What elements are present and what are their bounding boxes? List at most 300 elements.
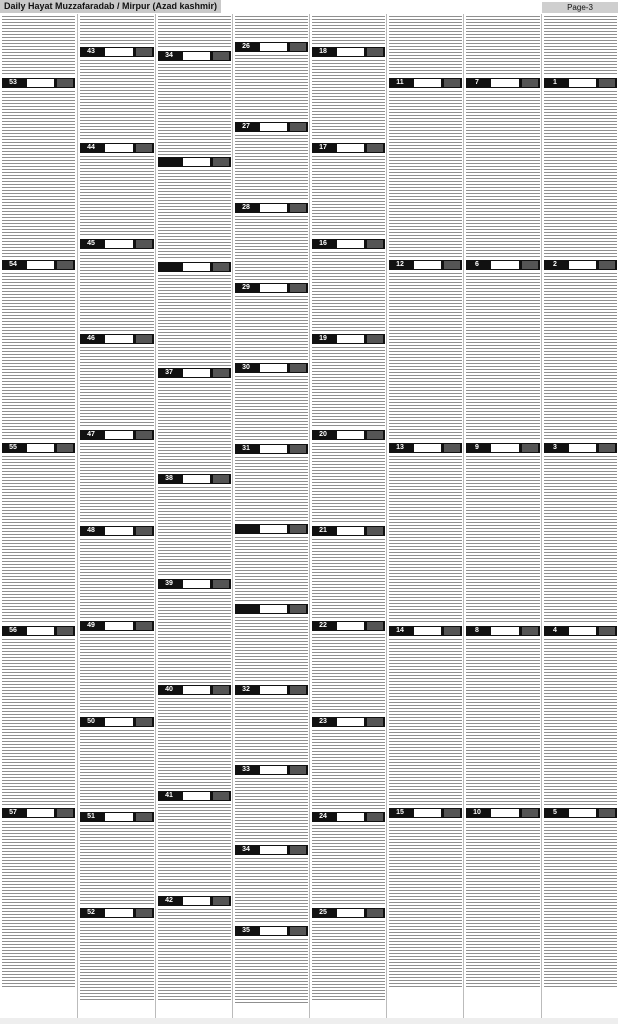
ad-body-text — [466, 819, 540, 989]
ad-body-text — [158, 802, 231, 894]
ad-logo-mark — [367, 622, 383, 630]
ad-label-box — [27, 627, 54, 635]
classified-ad-header — [80, 47, 154, 57]
ad-logo-mark — [522, 261, 538, 269]
ad-body-text — [389, 637, 462, 806]
ad-logo-mark — [444, 809, 460, 817]
classified-ad-header — [158, 791, 231, 801]
ad-logo-mark — [290, 204, 306, 212]
classified-ad-header — [235, 845, 308, 855]
ad-body-text — [389, 454, 462, 624]
ad-logo-mark — [367, 527, 383, 535]
classified-ad-header — [235, 444, 308, 454]
ad-label-box — [27, 79, 54, 87]
ad-body-text — [235, 214, 308, 281]
ad-label-box — [183, 475, 210, 483]
classified-ad-header — [2, 260, 75, 270]
classified-ad-header — [312, 526, 385, 536]
ad-number: 51 — [87, 813, 95, 820]
ad-logo-mark — [290, 445, 306, 453]
ad-number: 22 — [319, 622, 327, 629]
ad-number: 8 — [475, 627, 479, 634]
ad-body-text — [80, 345, 154, 428]
ad-body-text — [2, 454, 75, 624]
ad-label-box — [260, 364, 287, 372]
classified-ad-header — [235, 524, 308, 534]
page-footer — [0, 1018, 618, 1024]
classified-ad-header — [158, 579, 231, 589]
ad-logo-mark — [290, 766, 306, 774]
ad-body-text — [158, 273, 231, 366]
ad-number: 2 — [553, 261, 557, 268]
ad-logo-mark — [213, 158, 229, 166]
ad-label-box — [105, 335, 133, 343]
ad-label-box — [183, 263, 210, 271]
ad-logo-mark — [444, 261, 460, 269]
ad-label-box — [183, 580, 210, 588]
ad-label-box — [27, 444, 54, 452]
ad-number: 43 — [87, 48, 95, 55]
ad-number: 17 — [319, 144, 327, 151]
ad-label-box — [105, 431, 133, 439]
ad-body-text — [235, 53, 308, 120]
text-column — [77, 14, 156, 1018]
ad-number: 38 — [165, 475, 173, 482]
ad-label-box — [105, 622, 133, 630]
ad-number: 23 — [319, 718, 327, 725]
classified-ad-header — [158, 157, 231, 167]
ad-body-text — [466, 14, 540, 76]
ad-body-text — [466, 637, 540, 806]
ad-label-box — [260, 766, 287, 774]
ad-logo-mark — [136, 909, 152, 917]
classified-ad-header — [389, 808, 462, 818]
ad-body-text — [235, 455, 308, 522]
ad-body-text — [544, 271, 617, 441]
classified-ad-header — [235, 283, 308, 293]
classified-ad-header — [2, 78, 75, 88]
ad-label-box — [414, 809, 441, 817]
ad-logo-mark — [136, 622, 152, 630]
ad-body-text — [2, 271, 75, 441]
ad-label-box — [414, 79, 441, 87]
ad-number: 56 — [9, 627, 17, 634]
classified-ad-header — [312, 908, 385, 918]
ad-logo-mark — [136, 335, 152, 343]
ad-number: 19 — [319, 335, 327, 342]
ad-label-box — [337, 335, 364, 343]
ad-number: 35 — [242, 927, 250, 934]
ad-number: 24 — [319, 813, 327, 820]
ad-label-box — [183, 897, 210, 905]
ad-body-text — [2, 89, 75, 258]
ad-number: 14 — [396, 627, 404, 634]
classified-ad-header — [312, 717, 385, 727]
ad-number: 46 — [87, 335, 95, 342]
ad-label-box — [183, 792, 210, 800]
ad-label-box — [569, 809, 596, 817]
ad-logo-mark — [136, 240, 152, 248]
ad-label-box — [414, 261, 441, 269]
ad-body-text — [2, 819, 75, 989]
ad-body-text — [544, 819, 617, 989]
classified-ad-header — [466, 78, 540, 88]
ad-label-box — [105, 813, 133, 821]
ad-body-text — [544, 637, 617, 806]
ad-number: 7 — [475, 79, 479, 86]
ad-logo-mark — [136, 813, 152, 821]
ad-number: 41 — [165, 792, 173, 799]
ad-body-text — [80, 441, 154, 524]
ad-body-text — [235, 856, 308, 924]
classified-ad-header — [544, 808, 617, 818]
ad-number: 28 — [242, 204, 250, 211]
classified-ad-header — [544, 626, 617, 636]
ad-logo-mark — [57, 809, 73, 817]
classified-ad-header — [389, 78, 462, 88]
ad-label-box — [260, 686, 287, 694]
classified-ad-header — [235, 203, 308, 213]
ad-label-box — [569, 261, 596, 269]
ad-body-text — [80, 14, 154, 45]
classified-ad-header — [544, 443, 617, 453]
ad-label-box — [27, 261, 54, 269]
ad-label-box — [183, 686, 210, 694]
ad-logo-mark — [444, 79, 460, 87]
classified-ad-header — [80, 526, 154, 536]
ad-body-text — [312, 345, 385, 428]
ad-label-box — [260, 445, 287, 453]
classified-ad-header — [312, 47, 385, 57]
ad-logo-mark — [367, 144, 383, 152]
ad-label-box — [569, 79, 596, 87]
ad-number: 54 — [9, 261, 17, 268]
ad-logo-mark — [213, 897, 229, 905]
ad-body-text — [389, 819, 462, 989]
ad-body-text — [2, 637, 75, 806]
ad-number: 55 — [9, 444, 17, 451]
classified-ad-header — [158, 896, 231, 906]
ad-label-box — [105, 48, 133, 56]
ad-label-box — [337, 718, 364, 726]
ad-body-text — [80, 250, 154, 332]
ad-number: 34 — [165, 52, 173, 59]
text-column — [386, 14, 464, 1018]
classified-ad-header — [158, 474, 231, 484]
ad-body-text — [312, 154, 385, 237]
ad-label-box — [491, 627, 519, 635]
ad-number: 34 — [242, 846, 250, 853]
classified-ad-header — [158, 368, 231, 378]
ad-body-text — [80, 632, 154, 715]
ad-body-text — [235, 615, 308, 683]
ad-body-text — [312, 14, 385, 45]
ad-number: 6 — [475, 261, 479, 268]
ad-body-text — [235, 776, 308, 843]
ad-number: 45 — [87, 240, 95, 247]
classified-ad-header — [466, 260, 540, 270]
classified-ad-header — [80, 334, 154, 344]
ad-logo-mark — [367, 431, 383, 439]
ad-body-text — [158, 696, 231, 789]
ad-label-box — [183, 52, 210, 60]
ad-number: 48 — [87, 527, 95, 534]
ad-logo-mark — [213, 369, 229, 377]
ad-body-text — [158, 379, 231, 472]
ad-body-text — [312, 58, 385, 141]
ad-number: 21 — [319, 527, 327, 534]
classified-ad-header — [2, 443, 75, 453]
ad-label-box — [27, 809, 54, 817]
ad-label-box — [260, 605, 287, 613]
ad-logo-mark — [522, 79, 538, 87]
classified-ad-header — [466, 808, 540, 818]
classified-ad-header — [158, 262, 231, 272]
classified-ad-header — [80, 812, 154, 822]
ad-label-box — [337, 431, 364, 439]
ad-logo-mark — [599, 627, 615, 635]
ad-body-text — [235, 14, 308, 40]
ad-body-text — [80, 537, 154, 619]
ad-number: 40 — [165, 686, 173, 693]
page-number-label: Page-3 — [542, 2, 618, 13]
classified-ad-header — [312, 812, 385, 822]
ad-body-text — [312, 537, 385, 619]
ad-logo-mark — [290, 525, 306, 533]
classified-ad-header — [80, 621, 154, 631]
ad-logo-mark — [213, 52, 229, 60]
ad-logo-mark — [290, 686, 306, 694]
ad-number: 32 — [242, 686, 250, 693]
ad-label-box — [337, 48, 364, 56]
ad-number: 20 — [319, 431, 327, 438]
ad-logo-mark — [522, 444, 538, 452]
ad-number: 27 — [242, 123, 250, 130]
ad-logo-mark — [213, 686, 229, 694]
ad-number: 29 — [242, 284, 250, 291]
ad-body-text — [235, 294, 308, 361]
ad-body-text — [235, 937, 308, 1004]
ad-number: 10 — [473, 809, 481, 816]
classified-ad-header — [235, 926, 308, 936]
classified-ad-header — [235, 685, 308, 695]
classified-ad-header — [544, 78, 617, 88]
ad-logo-mark — [599, 79, 615, 87]
ad-number: 52 — [87, 909, 95, 916]
ad-label-box — [414, 444, 441, 452]
ad-number: 9 — [475, 444, 479, 451]
ad-logo-mark — [57, 627, 73, 635]
ad-logo-mark — [367, 48, 383, 56]
ad-logo-mark — [213, 475, 229, 483]
ad-label-box — [260, 525, 287, 533]
ad-logo-mark — [136, 431, 152, 439]
ad-body-text — [158, 590, 231, 683]
ad-label-box — [491, 809, 519, 817]
ad-label-box — [105, 718, 133, 726]
ad-number: 12 — [396, 261, 404, 268]
classified-ad-header — [2, 808, 75, 818]
ad-number: 47 — [87, 431, 95, 438]
ad-label-box — [337, 622, 364, 630]
ad-logo-mark — [367, 813, 383, 821]
ad-number: 53 — [9, 79, 17, 86]
classified-ad-header — [235, 604, 308, 614]
ad-label-box — [183, 369, 210, 377]
text-column — [155, 14, 233, 1018]
ad-label-box — [337, 909, 364, 917]
ad-number: 31 — [242, 445, 250, 452]
ad-logo-mark — [522, 627, 538, 635]
ad-label-box — [491, 444, 519, 452]
ad-logo-mark — [136, 144, 152, 152]
ad-number: 13 — [396, 444, 404, 451]
ad-logo-mark — [444, 627, 460, 635]
classified-ad-header — [80, 143, 154, 153]
ad-body-text — [2, 14, 75, 76]
ad-body-text — [389, 14, 462, 76]
classified-ad-header — [389, 443, 462, 453]
ad-body-text — [312, 632, 385, 715]
ad-number: 1 — [553, 79, 557, 86]
ad-logo-mark — [213, 263, 229, 271]
ad-logo-mark — [367, 335, 383, 343]
ad-logo-mark — [57, 79, 73, 87]
ad-label-box — [337, 527, 364, 535]
ad-label-box — [491, 79, 519, 87]
ad-body-text — [312, 250, 385, 332]
text-column — [232, 14, 310, 1018]
classified-ad-header — [80, 239, 154, 249]
ad-logo-mark — [290, 364, 306, 372]
ad-body-text — [312, 919, 385, 1002]
ad-body-text — [466, 271, 540, 441]
text-column — [309, 14, 387, 1018]
ad-logo-mark — [290, 43, 306, 51]
ad-logo-mark — [290, 927, 306, 935]
ad-body-text — [312, 441, 385, 524]
ad-body-text — [80, 728, 154, 810]
classified-ad-header — [235, 122, 308, 132]
ad-label-box — [491, 261, 519, 269]
ad-label-box — [260, 284, 287, 292]
ad-label-box — [569, 444, 596, 452]
ad-logo-mark — [367, 718, 383, 726]
ad-number: 49 — [87, 622, 95, 629]
classified-ad-header — [466, 443, 540, 453]
ad-number: 3 — [553, 444, 557, 451]
ad-number: 37 — [165, 369, 173, 376]
ad-body-text — [158, 14, 231, 49]
ad-logo-mark — [290, 605, 306, 613]
classified-ad-header — [312, 239, 385, 249]
ad-label-box — [414, 627, 441, 635]
classified-ad-header — [235, 42, 308, 52]
ad-logo-mark — [599, 809, 615, 817]
ad-logo-mark — [136, 718, 152, 726]
ad-label-box — [260, 927, 287, 935]
ad-logo-mark — [367, 240, 383, 248]
classified-ad-header — [312, 430, 385, 440]
newspaper-title: Daily Hayat Muzzafaradab / Mirpur (Azad kashmir) — [0, 0, 221, 13]
ad-number: 4 — [553, 627, 557, 634]
ad-body-text — [80, 823, 154, 906]
classified-ad-header — [312, 621, 385, 631]
ad-label-box — [260, 204, 287, 212]
ad-number: 25 — [319, 909, 327, 916]
ad-label-box — [260, 846, 287, 854]
ad-number: 57 — [9, 809, 17, 816]
ad-label-box — [260, 123, 287, 131]
classified-ad-header — [312, 143, 385, 153]
classified-ad-header — [389, 260, 462, 270]
ad-number: 15 — [396, 809, 404, 816]
classified-ad-header — [312, 334, 385, 344]
ad-label-box — [337, 813, 364, 821]
ad-label-box — [183, 158, 210, 166]
ad-label-box — [569, 627, 596, 635]
ad-logo-mark — [522, 809, 538, 817]
ad-number: 50 — [87, 718, 95, 725]
classified-ad-header — [235, 363, 308, 373]
ad-label-box — [105, 527, 133, 535]
ad-body-text — [80, 919, 154, 1002]
ad-body-text — [80, 58, 154, 141]
ad-number: 11 — [396, 79, 404, 86]
text-column — [0, 14, 77, 1018]
ad-logo-mark — [290, 284, 306, 292]
ad-logo-mark — [290, 123, 306, 131]
ad-logo-mark — [290, 846, 306, 854]
ad-label-box — [105, 144, 133, 152]
ad-body-text — [544, 89, 617, 258]
ad-body-text — [158, 62, 231, 155]
ad-logo-mark — [444, 444, 460, 452]
masthead — [0, 0, 618, 13]
ad-logo-mark — [367, 909, 383, 917]
ad-label-box — [105, 240, 133, 248]
ad-body-text — [466, 454, 540, 624]
classified-ad-header — [389, 626, 462, 636]
ad-logo-mark — [213, 580, 229, 588]
ad-number: 18 — [319, 48, 327, 55]
ad-number: 30 — [242, 364, 250, 371]
ad-number: 42 — [165, 897, 173, 904]
ad-body-text — [466, 89, 540, 258]
classified-ad-header — [2, 626, 75, 636]
ad-body-text — [312, 823, 385, 906]
ad-body-text — [389, 89, 462, 258]
ad-logo-mark — [57, 261, 73, 269]
ad-logo-mark — [57, 444, 73, 452]
ad-body-text — [312, 728, 385, 810]
text-column — [463, 14, 542, 1018]
ad-body-text — [235, 535, 308, 602]
ad-body-text — [158, 168, 231, 260]
ad-number: 39 — [165, 580, 173, 587]
ad-body-text — [235, 696, 308, 763]
ad-number: 26 — [242, 43, 250, 50]
text-column — [541, 14, 618, 1018]
ad-body-text — [389, 271, 462, 441]
classified-ad-header — [158, 685, 231, 695]
classified-ad-header — [235, 765, 308, 775]
ad-label-box — [105, 909, 133, 917]
ad-number: 16 — [319, 240, 327, 247]
ad-body-text — [80, 154, 154, 237]
ad-logo-mark — [599, 261, 615, 269]
ad-label-box — [337, 240, 364, 248]
